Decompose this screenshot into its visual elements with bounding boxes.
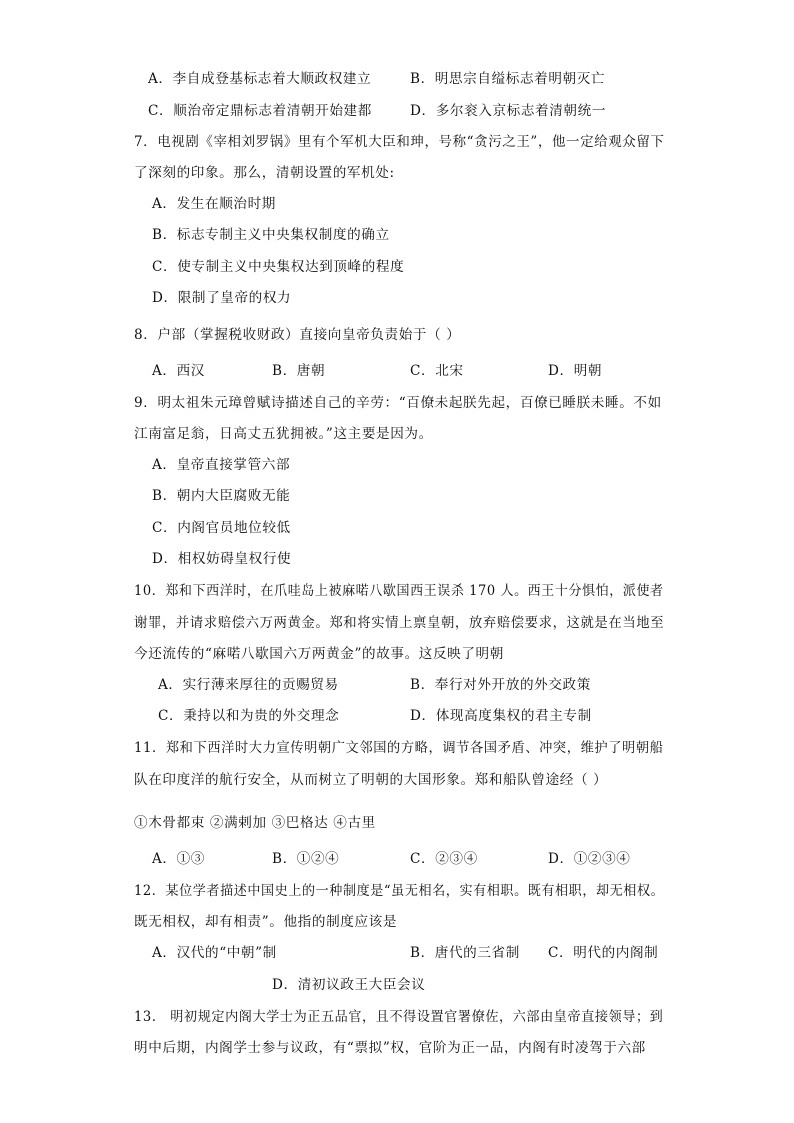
- q12-option-a: A．汉代的“中朝”制: [152, 945, 277, 961]
- q6-option-c: C．顺治帝定鼎标志着清朝开始建都: [148, 103, 372, 119]
- q12-option-b: B．唐代的三省制: [410, 945, 520, 961]
- q11-stem-line-2: 队在印度洋的航行安全，从而树立了明朝的大国形象。郑和船队曾途经（ ）: [134, 772, 608, 788]
- q7-option-d: D．限制了皇帝的权力: [152, 290, 292, 306]
- q10-option-b: B．奉行对外开放的外交政策: [410, 677, 591, 693]
- q13-stem-line-1: 13． 明初规定内阁大学士为正五品官，且不得设置官署僚佐，六部由皇帝直接领导；到: [134, 1009, 664, 1025]
- q9-stem-line-2: 江南富足翁，日高丈五犹拥被。”这主要是因为。: [134, 426, 433, 442]
- q6-option-b: B．明思宗自缢标志着明朝灭亡: [410, 71, 606, 87]
- q10-option-d: D．体现高度集权的君主专制: [410, 708, 592, 724]
- q11-option-c: C．②③④: [410, 851, 478, 867]
- q11-stem-line-1: 11．郑和下西洋时大力宣传明朝广文邻国的方略，调节各国矛盾、冲突，维护了明朝船: [134, 740, 664, 756]
- q7-option-c: C．使专制主义中央集权达到顶峰的程度: [152, 259, 405, 275]
- q10-stem-line-3: 今还流传的“麻喏八歇国六万两黄金”的故事。这反映了明朝: [134, 646, 504, 662]
- q6-option-a: A．李自成登基标志着大顺政权建立: [148, 71, 372, 87]
- q12-option-d: D．清初议政王大臣会议: [272, 977, 426, 993]
- q9-option-c: C．内阁官员地位较低: [152, 520, 291, 536]
- q8-stem: 8．户部（掌握税收财政）直接向皇帝负责始于（ ）: [134, 327, 461, 343]
- q9-stem-line-1: 9．明太祖朱元璋曾赋诗描述自己的辛劳：“百僚未起朕先起，百僚已睡朕未睡。不如: [134, 395, 662, 411]
- q12-stem-line-2: 既无相权，却有相责”。他指的制度应该是: [134, 914, 398, 930]
- q9-option-d: D．相权妨碍皇权行使: [152, 551, 292, 567]
- q11-option-d: D．①②③④: [548, 851, 631, 867]
- q10-option-a: A．实行薄来厚往的贡赐贸易: [158, 677, 339, 693]
- q12-option-c: C．明代的内阁制: [548, 945, 659, 961]
- q7-option-a: A．发生在顺治时期: [152, 196, 276, 212]
- q11-option-b: B．①②④: [272, 851, 340, 867]
- q9-option-b: B．朝内大臣腐败无能: [152, 488, 291, 504]
- q10-stem-line-1: 10．郑和下西洋时，在爪哇岛上被麻喏八歇国西王误杀 170 人。西王十分惧怕，派使者: [134, 583, 664, 599]
- q8-option-a: A．西汉: [152, 363, 205, 379]
- q13-stem-line-2: 明中后期，内阁学士参与议政，有“票拟”权，官阶为正一品，内阁有时凌驾于六部: [134, 1040, 646, 1056]
- q10-option-c: C．秉持以和为贵的外交理念: [158, 708, 340, 724]
- q9-option-a: A．皇帝直接掌管六部: [152, 457, 291, 473]
- q7-stem-line-1: 7．电视剧《宰相刘罗锅》里有个军机大臣和珅，号称“贪污之王”，他一定给观众留下: [134, 134, 665, 150]
- q11-option-a: A．①③: [152, 851, 205, 867]
- q6-option-d: D．多尔衮入京标志着清朝统一: [410, 103, 607, 119]
- q7-option-b: B．标志专制主义中央集权制度的确立: [152, 227, 390, 243]
- q8-option-b: B．唐朝: [272, 363, 326, 379]
- q11-items: ①木骨都束 ②满剌加 ③巴格达 ④古里: [134, 815, 376, 831]
- q8-option-c: C．北宋: [410, 363, 464, 379]
- q12-stem-line-1: 12．某位学者描述中国史上的一种制度是“虽无相名，实有相职。既有相职，却无相权。: [134, 883, 665, 899]
- q10-stem-line-2: 谢罪，并请求赔偿六万两黄金。郑和将实情上禀皇朝，放弃赔偿要求，这就是在当地至: [134, 615, 665, 631]
- q8-option-d: D．明朝: [548, 363, 603, 379]
- q7-stem-line-2: 了深刻的印象。那么，清朝设置的军机处:: [134, 165, 395, 181]
